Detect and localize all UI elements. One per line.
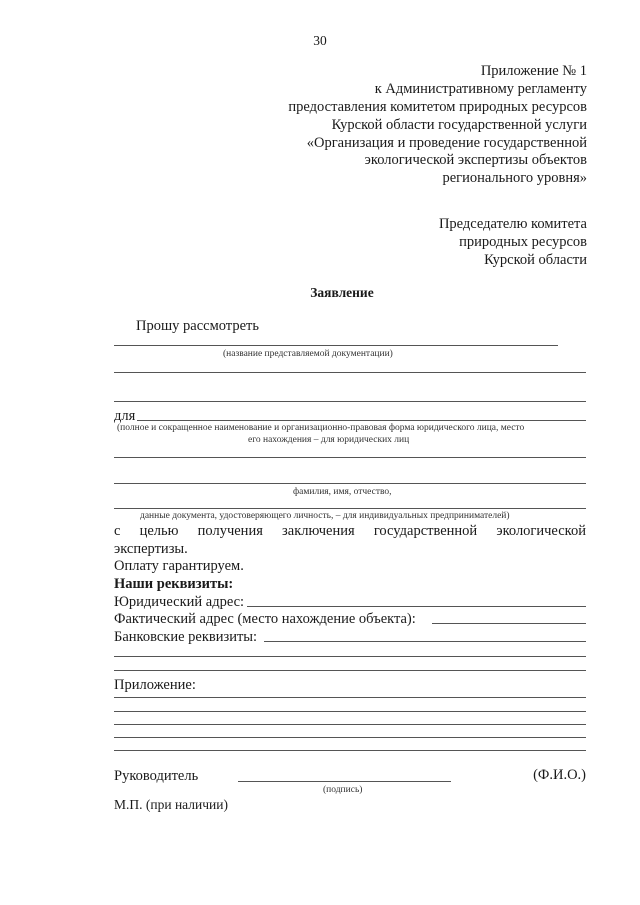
- fio-field-line: [114, 483, 586, 484]
- attachment-label: Приложение:: [114, 677, 196, 693]
- attachment-field-line: [114, 697, 586, 698]
- appendix-line-5: «Организация и проведение государственной: [306, 135, 587, 151]
- for-label: для: [114, 408, 136, 424]
- addressee-line-1: Председателю комитета: [438, 216, 587, 232]
- purpose-line-2: экспертизы.: [114, 541, 188, 557]
- attachment-field-line: [114, 724, 586, 725]
- addressee-line-2: природных ресурсов: [459, 234, 587, 250]
- bank-requisites-field-line: [114, 656, 586, 657]
- actual-address-label: Фактический адрес (место нахождение объекта):: [114, 611, 416, 627]
- bank-requisites-field-line: [264, 641, 586, 642]
- legal-entity-field-line: [137, 420, 586, 421]
- bank-requisites-label: Банковские реквизиты:: [114, 629, 258, 645]
- legal-address-label: Юридический адрес:: [114, 594, 245, 610]
- appendix-line-4: Курской области государственной услуги: [331, 117, 587, 133]
- attachment-field-line: [114, 750, 586, 751]
- attachment-field-line: [114, 711, 586, 712]
- request-prefix: Прошу рассмотреть: [136, 318, 259, 334]
- document-title: Заявление: [310, 285, 374, 300]
- page-number: 30: [313, 33, 327, 48]
- documentation-field-line: [114, 372, 586, 373]
- signature-hint: (подпись): [323, 785, 363, 795]
- passport-hint: данные документа, удостоверяющего личность, – для индивидуальных предпринимателей): [140, 511, 510, 521]
- head-label: Руководитель: [114, 768, 199, 784]
- fio-hint: фамилия, имя, отчество,: [293, 487, 392, 497]
- legal-address-field-line: [247, 606, 586, 607]
- appendix-line-6: экологической экспертизы объектов: [364, 152, 587, 168]
- appendix-line-3: предоставления комитетом природных ресурсов: [288, 99, 587, 115]
- requisites-heading: Наши реквизиты:: [114, 576, 234, 592]
- stamp-label: М.П. (при наличии): [114, 797, 228, 812]
- documentation-field-line: [114, 401, 586, 402]
- payment-guarantee: Оплату гарантируем.: [114, 558, 244, 574]
- attachment-field-line: [114, 737, 586, 738]
- purpose-line-1: с целью получения заключения государственной экологической: [114, 523, 586, 539]
- legal-entity-hint-line-1: (полное и сокращенное наименование и организационно-правовая форма юридического лица, место: [117, 423, 525, 433]
- signature-field-line: [238, 781, 451, 782]
- appendix-line-2: к Административному регламенту: [374, 81, 587, 97]
- documentation-field-line: [114, 345, 558, 346]
- appendix-line-1: Приложение № 1: [480, 63, 587, 79]
- documentation-hint: (название представляемой документации): [223, 349, 393, 359]
- bank-requisites-field-line: [114, 670, 586, 671]
- addressee-line-3: Курской области: [484, 252, 587, 268]
- actual-address-field-line: [432, 623, 586, 624]
- passport-field-line: [114, 508, 586, 509]
- legal-entity-field-line: [114, 457, 586, 458]
- fio-label: (Ф.И.О.): [533, 767, 586, 783]
- appendix-line-7: регионального уровня»: [442, 170, 587, 186]
- legal-entity-hint-line-2: его нахождения – для юридических лиц: [248, 435, 410, 445]
